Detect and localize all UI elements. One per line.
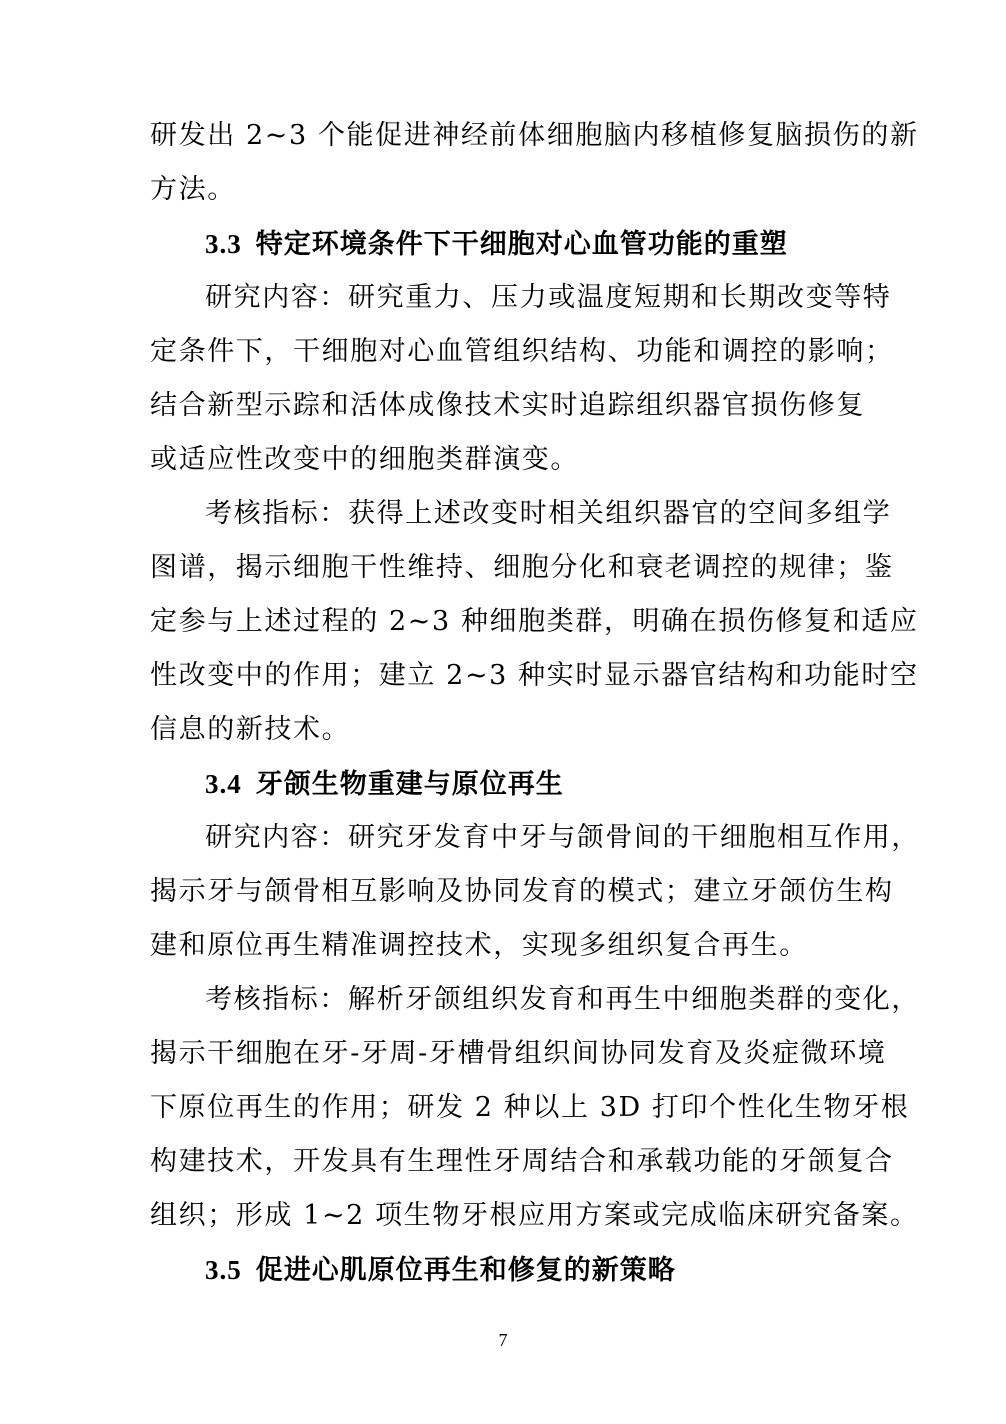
body-text-line: 研究内容：研究重力、压力或温度短期和长期改变等特 bbox=[205, 282, 892, 313]
body-text-line: 结合新型示踪和活体成像技术实时追踪组织器官损伤修复 bbox=[150, 390, 865, 421]
section-number: 3.3 bbox=[205, 229, 242, 259]
body-text-line: 信息的新技术。 bbox=[150, 714, 351, 745]
body-text-line: 定条件下，干细胞对心血管组织结构、功能和调控的影响； bbox=[150, 336, 894, 367]
section-number: 3.5 bbox=[205, 1255, 242, 1285]
body-text-line: 揭示干细胞在牙-牙周-牙槽骨组织间协同发育及炎症微环境 bbox=[150, 1038, 887, 1069]
body-text-line: 建和原位再生精准调控技术，实现多组织复合再生。 bbox=[150, 930, 808, 961]
body-text-line: 图谱，揭示细胞干性维持、细胞分化和衰老调控的规律；鉴 bbox=[150, 552, 894, 583]
body-text-line: 组织；形成 1~2 项生物牙根应用方案或完成临床研究备案。 bbox=[150, 1200, 919, 1231]
body-text-line: 考核指标：获得上述改变时相关组织器官的空间多组学 bbox=[205, 498, 892, 529]
body-text-line: 研发出 2~3 个能促进神经前体细胞脑内移植修复脑损伤的新 bbox=[150, 120, 919, 151]
section-heading-3-4 bbox=[205, 766, 564, 803]
section-heading-3-3 bbox=[205, 226, 788, 263]
section-title: 特定环境条件下干细胞对心血管功能的重塑 bbox=[255, 229, 788, 260]
body-text-line: 定参与上述过程的 2~3 种细胞类群，明确在损伤修复和适应 bbox=[150, 606, 919, 637]
body-text-line: 方法。 bbox=[150, 174, 236, 205]
section-title: 促进心肌原位再生和修复的新策略 bbox=[255, 1255, 676, 1286]
body-text-line: 研究内容：研究牙发育中牙与颌骨间的干细胞相互作用， bbox=[205, 822, 920, 853]
page-number: 7 bbox=[498, 1330, 508, 1350]
section-title: 牙颌生物重建与原位再生 bbox=[255, 769, 564, 800]
body-text-line: 揭示牙与颌骨相互影响及协同发育的模式；建立牙颌仿生构 bbox=[150, 876, 894, 907]
body-text-line: 下原位再生的作用；研发 2 种以上 3D 打印个性化生物牙根 bbox=[150, 1092, 910, 1123]
section-heading-3-5 bbox=[205, 1252, 676, 1289]
body-text-line: 或适应性改变中的细胞类群演变。 bbox=[150, 444, 579, 475]
body-text-line: 考核指标：解析牙颌组织发育和再生中细胞类群的变化， bbox=[205, 984, 920, 1015]
body-text-line: 构建技术，开发具有生理性牙周结合和承载功能的牙颌复合 bbox=[150, 1146, 894, 1177]
section-number: 3.4 bbox=[205, 769, 242, 799]
body-text-line: 性改变中的作用；建立 2~3 种实时显示器官结构和功能时空 bbox=[150, 660, 919, 691]
